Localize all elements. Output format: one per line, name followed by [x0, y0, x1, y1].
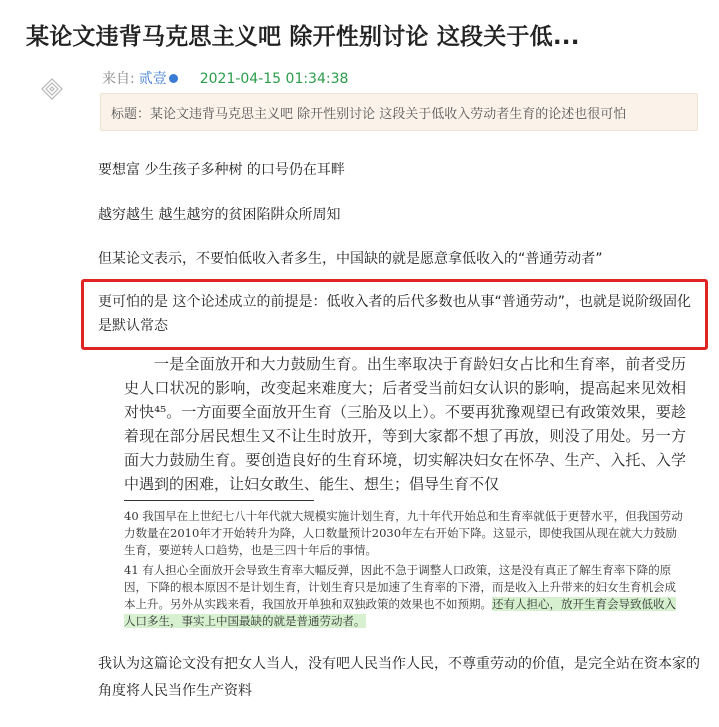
post-meta	[102, 68, 348, 88]
footnote-41-text: 41 有人担心全面放开会导致生育率大幅反弹，因此不急于调整人口政策，这是没有真正了解生育率下降的原因，下降的根本原因不是计划生育，计划生育只是加速了生育率的下滑，而是收入上升带来的妇女生育机会成本上升。另外从实践来看，我国放开单独和双独政策的效果也不如预期。	[124, 563, 676, 611]
scanned-paper-excerpt	[120, 352, 695, 628]
footnote-41	[124, 562, 686, 630]
quoted-title-text: 标题：某论文违背马克思主义吧 除开性别讨论 这段关于低收入劳动者生育的论述也很可怕	[111, 107, 627, 122]
post-title: 某论文违背马克思主义吧 除开性别讨论 这段关于低...	[26, 24, 580, 50]
footnote-40: 40 我国早在上世纪七八十年代就大规模实施计划生育，九十年代开始总和生育率就低于更替水平，但我国劳动力数量在2010年才开始转升为降，人口数量预计2030年左右开始下降。这显示，即使我国从现在就大力鼓励生育，要逆转人口趋势，也是三四十年后的事情。	[124, 509, 683, 557]
from-label: 来自:	[102, 71, 135, 87]
post-timestamp: 2021-04-15 01:34:38	[199, 71, 349, 87]
footnote-divider	[124, 500, 314, 501]
diamond-avatar-icon[interactable]	[40, 77, 64, 101]
author-link[interactable]: 贰壹	[138, 71, 167, 87]
quoted-title-box	[100, 93, 698, 131]
highlighted-paragraph-box	[81, 279, 708, 350]
paragraph: 要想富 少生孩子多种树 的口号仍在耳畔	[98, 162, 345, 178]
footnote-41-highlighted-text: 还有人担心，放开生育会导致低收入人口多生，事实上中国最缺的就是普通劳动者。	[124, 597, 676, 628]
highlighted-paragraph-text: 更可怕的是 这个论述成立的前提是：低收入者的后代多数也从事“普通劳动”，也就是说阶级固化是默认常态	[98, 294, 691, 334]
paragraph: 但某论文表示，不要怕低收入者多生，中国缺的就是愿意拿低收入的“普通劳动者”	[98, 251, 603, 267]
conclusion-paragraph: 我认为这篇论文没有把女人当人，没有吧人民当作人民，不尊重劳动的价值，是完全站在资本家的角度将人民当作生产资料	[98, 656, 700, 699]
verified-badge-icon	[169, 74, 178, 83]
paragraph: 越穷越生 越生越穷的贫困陷阱众所周知	[98, 207, 341, 223]
excerpt-body-text: 一是全面放开和大力鼓励生育。出生率取决于育龄妇女占比和生育率，前者受历史人口状况的影响，改变起来难度大；后者受当前妇女认识的影响，提高起来见效相对快⁴⁵。一方面要全面放开生育（三胎及以上）。不要再犹豫观望已有政策效果，要趁着现在部分居民想生又不让生时放开，等到大家都不想了再放，则没了用处。另一方面大力鼓励生育。要创造良好的生育环境，切实解决妇女在怀孕、生产、入托、入学中遇到的困难，让妇女敢生、能生、想生；倡导生育不仅	[124, 355, 686, 493]
